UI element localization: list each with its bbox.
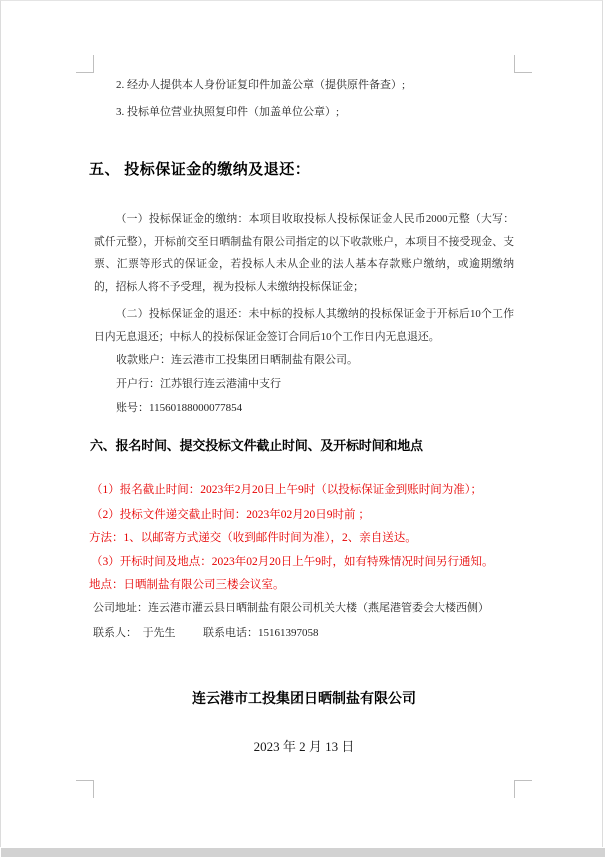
submission-method-line: 方法：1、以邮寄方式递交（收到邮件时间为准），2、亲自送达。 (89, 532, 417, 544)
account-number: 账号：11560188000077854 (116, 402, 243, 414)
receiving-account-name: 收款账户：连云港市工投集团日晒制盐有限公司。 (116, 354, 358, 366)
bank-name: 开户行：江苏银行连云港浦中支行 (116, 378, 281, 390)
deposit-refund-paragraph: （二）投标保证金的退还：未中标的投标人其缴纳的投标保证金于开标后10个工作日内无息退还；中标人的投标保证金签订合同后10个工作日内无息退还。 (94, 308, 514, 343)
crop-mark-bottom-right (514, 780, 532, 798)
contact-line: 联系人： 于先生 联系电话：15161397058 (93, 627, 319, 639)
deposit-payment-paragraph: （一）投标保证金的缴纳：本项目收取投标人投标保证金人民币2000元整（大写：贰仟元整），开标前交至日晒制盐有限公司指定的以下收款账户，本项目不接受现金、支票、汇票等形式的保证金，若投标人未从企业的法人基本存款账户缴纳，或逾期缴纳的，招标人将不予受理，视为投标人未缴纳投标保证金； (94, 213, 514, 293)
bid-opening-time-line: （3）开标时间及地点：2023年02月20日上午9时，如有特殊情况时间另行通知。 (91, 556, 494, 568)
crop-mark-top-right (514, 55, 532, 73)
company-address-line: 公司地址：连云港市灌云县日晒制盐有限公司机关大楼（燕尾港管委会大楼西侧） (93, 602, 489, 614)
intro-item-2: 2. 经办人提供本人身份证复印件加盖公章（提供原件备查）; (116, 79, 406, 91)
footer-date: 2023 年 2 月 13 日 (253, 739, 355, 754)
section5-heading: 五、 投标保证金的缴纳及退还： (89, 162, 311, 178)
registration-deadline-line: （1）报名截止时间：2023年2月20日上午9时（以投标保证金到账时间为准）； (91, 484, 482, 496)
crop-mark-top-left (76, 55, 94, 73)
intro-item-3: 3. 投标单位营业执照复印件（加盖单位公章）; (116, 106, 340, 118)
section6-heading: 六、报名时间、提交投标文件截止时间、及开标时间和地点 (90, 438, 423, 453)
crop-mark-bottom-left (76, 780, 94, 798)
bid-opening-location-line: 地点：日晒制盐有限公司三楼会议室。 (89, 579, 285, 591)
footer-company-name: 连云港市工投集团日晒制盐有限公司 (192, 692, 416, 707)
bid-submission-deadline-line: （2）投标文件递交截止时间：2023年02月20日9时前 ； (91, 509, 370, 521)
